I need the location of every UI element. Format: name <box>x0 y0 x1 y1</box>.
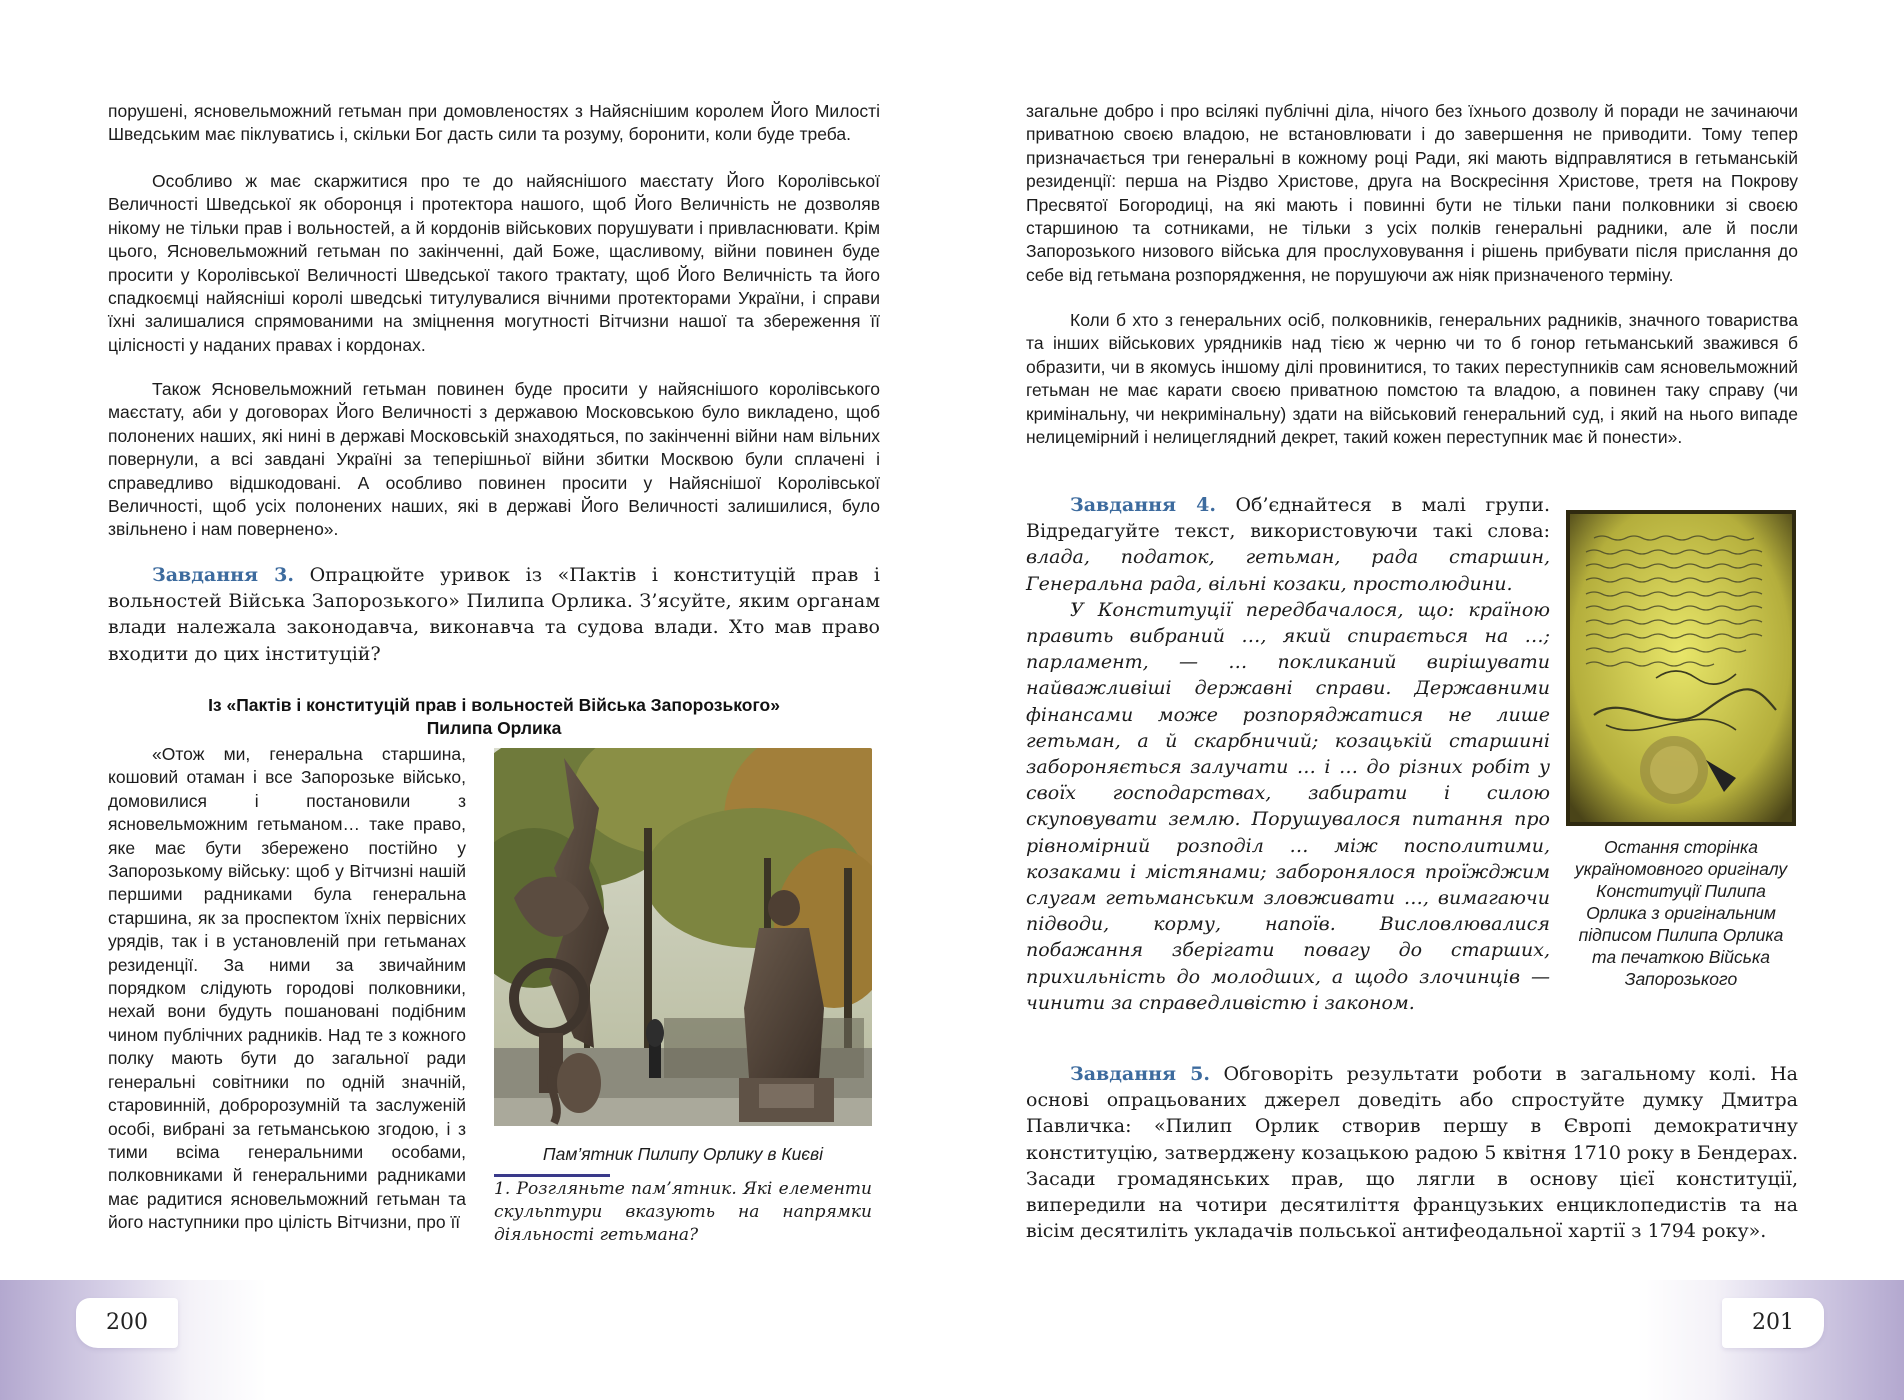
photo-question: 1. Розгляньте пам’ятник. Які елементи скульптури вказують на напрямки діяльності гетьмана? <box>494 1179 872 1245</box>
source-title-line-2: Пилипа Орлика <box>426 718 562 738</box>
task-5-label: Завдання 5. <box>1070 1063 1210 1085</box>
left-paragraph-2: Особливо ж має скаржитися про те до найяснішого маєстату Його Королівської Величності Шведської як оборонця і протектора нашого, щоб Його Величність не дозволяв нікому не тільки прав і вольностей, а й кордонів військових порушувати і привласнювати. Крім цього, Ясновельможний гетьман по закінченні, дай Боже, щасливому, війни повинен буде просити у Королівської Величності Шведської такого трактату, щоб Його Величність та його спадкоємці найясніші королі шведські титулувалися вічними протекторами України, і справи їхні залишалися спрямованими на зміцнення могутності Вітчизни нашої та збереження її цілісності у наданих правах і кордонах. <box>108 171 880 355</box>
task-5-text: Обговоріть результати роботи в загальному колі. На основі опрацьованих джерел доведіть або спростуйте думку Дмитра Павличка: «Пилип Орлик створив першу в Європі демократичну конституцію, затверджену козацькою радою 5 квітня 1710 року в Бендерах. Засади громадянських прав, що лягли в основу цієї конституції, випередили на чотири десятиліття французьких енциклопедистів та на вісім десятиліть укладачів польської антифеодальної хартії з 1794 року». <box>1026 1063 1798 1243</box>
monument-photo-icon <box>494 748 872 1126</box>
caption-divider <box>494 1174 610 1177</box>
right-paragraph-2: Коли б хто з генеральних осіб, полковників, генеральних радників, значного товариства та інших військових урядників над тією ж черню чи то б гонор гетьманський зважився б образити, чи в якомусь іншому ділі провинитися, то таких переступників сам ясновельможний гетьман не має карати своєю приватною помстою та владою, а повинен таку справу (чи кримінальну, чи некримінальну) здати на військовий генеральний суд, і який на нього випаде нелицемірний і нелицеглядний декрет, такий кожен переступник має й понести». <box>1026 310 1798 448</box>
source-text: «Отож ми, генеральна старшина, кошовий отаман і все Запорозьке військо, домовилися і постановили з ясновельможним гетьманом… таке право, яке має бути збережено постійно у Запорозькому війську: щоб у Вітчизні нашій першими радниками була генеральна старшина, як за проспектом їхніх первісних урядів, так і в установленій при гетьманах резиденції. За ними за звичайним порядком слідують городові полковники, нехай вони будуть пошановані подібним чином публічних радників. Над те з кожного полку мають бути до загальної ради генеральні совітники по одній значній, старовинній, добророзумній та заслуженій особі, вибрані за гетьманською згодою, і з тими всіма генеральними особами, полковниками й генеральними радниками має радитися ясновельможний гетьман та його наступники про цілість Вітчизни, про її <box>108 744 466 1233</box>
task-4-words: влада, податок, гетьман, рада старшин, Генеральна рада, вільні козаки, простолюдини. <box>1026 546 1550 595</box>
task-4-exercise: У Конституції передбачалося, що: країною править вибраний …, який спирається на …; парламент, — … покликаний вирішувати найважливіші державні справи. Державними фінансами може розпоряджатися не лише гетьман, а й скарбничий; козацькій старшині забороняється залучати … і … до різних робіт у своїх господарствах, забирати і силою скуповувати землю. Порушувалося питання про рівномірний розподіл … між посполитими, козаками і містянами; заборонялося проїжджим слугам гетьманським зловживати …, вимагаючи підводи, корму, напоїв. Висловлювалися побажання зберігати повагу до старших, прихильність до молодших, а щодо злочинців — чинити за справедливістю і законом. <box>1026 598 1550 1014</box>
source-title-line-1: Із «Пактів і конституцій прав і вольностей Війська Запорозького» <box>208 695 780 715</box>
task-3 <box>108 562 880 667</box>
task-5 <box>1026 1061 1798 1244</box>
task-3-label: Завдання 3. <box>152 564 295 586</box>
page-number-right: 201 <box>1722 1298 1824 1348</box>
page-number-left: 200 <box>76 1298 178 1348</box>
right-paragraph-1: загальне добро і про всілякі публічні діла, нічого без їхнього дозволу й поради не зачинаючи приватною своєю владою, не встановлювати і до завершення не приводити. Тому тепер призначається три генеральні в кожному році Ради, які мають відправлятися в гетьманській резиденції: перша на Різдво Христове, друга на Воскресіння Христове, третя на Покрову Пресвятої Богородиці, на які мають і повинні бути не тільки пани полковники зі своєю старшиною та сотниками, не тільки з усіх полків генеральні радники, але й посли Запорозького низового війська для прослуховування і рішень прибувати після прислання до себе від гетьмана розпорядження, не порушуючи аж ніяк призначеного терміну. <box>1026 101 1798 285</box>
left-paragraph-3: Також Ясновельможний гетьман повинен буде просити у найяснішого королівського маєстату, аби у договорах Його Величності з державою Московською було викладено, щоб полонених наших, які нині в державі Московській знаходяться, по закінченні війни нам вільних повернули, а всі завдані Україні за теперішньої війни збитки Москвою були сплачені і справедливо відшкодовані. А особливо повинен просити у Найяснішої Королівської Величності, щоб усіх полонених наших, які в державі Його Величності залишилися, було звільнено і нам повернено». <box>108 379 880 540</box>
task-4-label: Завдання 4. <box>1070 494 1216 516</box>
source-title <box>108 694 880 740</box>
photo-caption: Пам’ятник Пилипу Орлику в Києві <box>542 1144 824 1164</box>
document-caption: Остання сторінка україномовного оригіналу Конституції Пилипа Орлика з оригінальним підписом Пилипа Орлика та печаткою Війська Запорозького <box>1574 837 1788 989</box>
right-page <box>952 0 1904 1400</box>
monument-photo <box>494 748 872 1126</box>
document-scan <box>1566 510 1796 826</box>
task-4-intro <box>1026 492 1550 597</box>
left-paragraph-1: порушені, ясновельможний гетьман при домовленостях з Найяснішим королем Його Милості Шведським має піклуватись і, скільки Бог дасть сили та розуму, боронити, коли буде треба. <box>108 101 880 145</box>
task-3-text: Опрацюйте уривок із «Пактів і конституцій прав і вольностей Війська Запорозького» Пилипа Орлика. З’ясуйте, яким органам влади належала законодавча, виконавча та судова влади. Хто мав право входити до цих інституцій? <box>108 564 880 665</box>
document-scan-icon <box>1566 510 1796 826</box>
task-4 <box>1026 492 1550 1016</box>
task-4-text: Об’єднайтеся в малі групи. Відредагуйте текст, використовуючи такі слова: <box>1026 494 1550 543</box>
